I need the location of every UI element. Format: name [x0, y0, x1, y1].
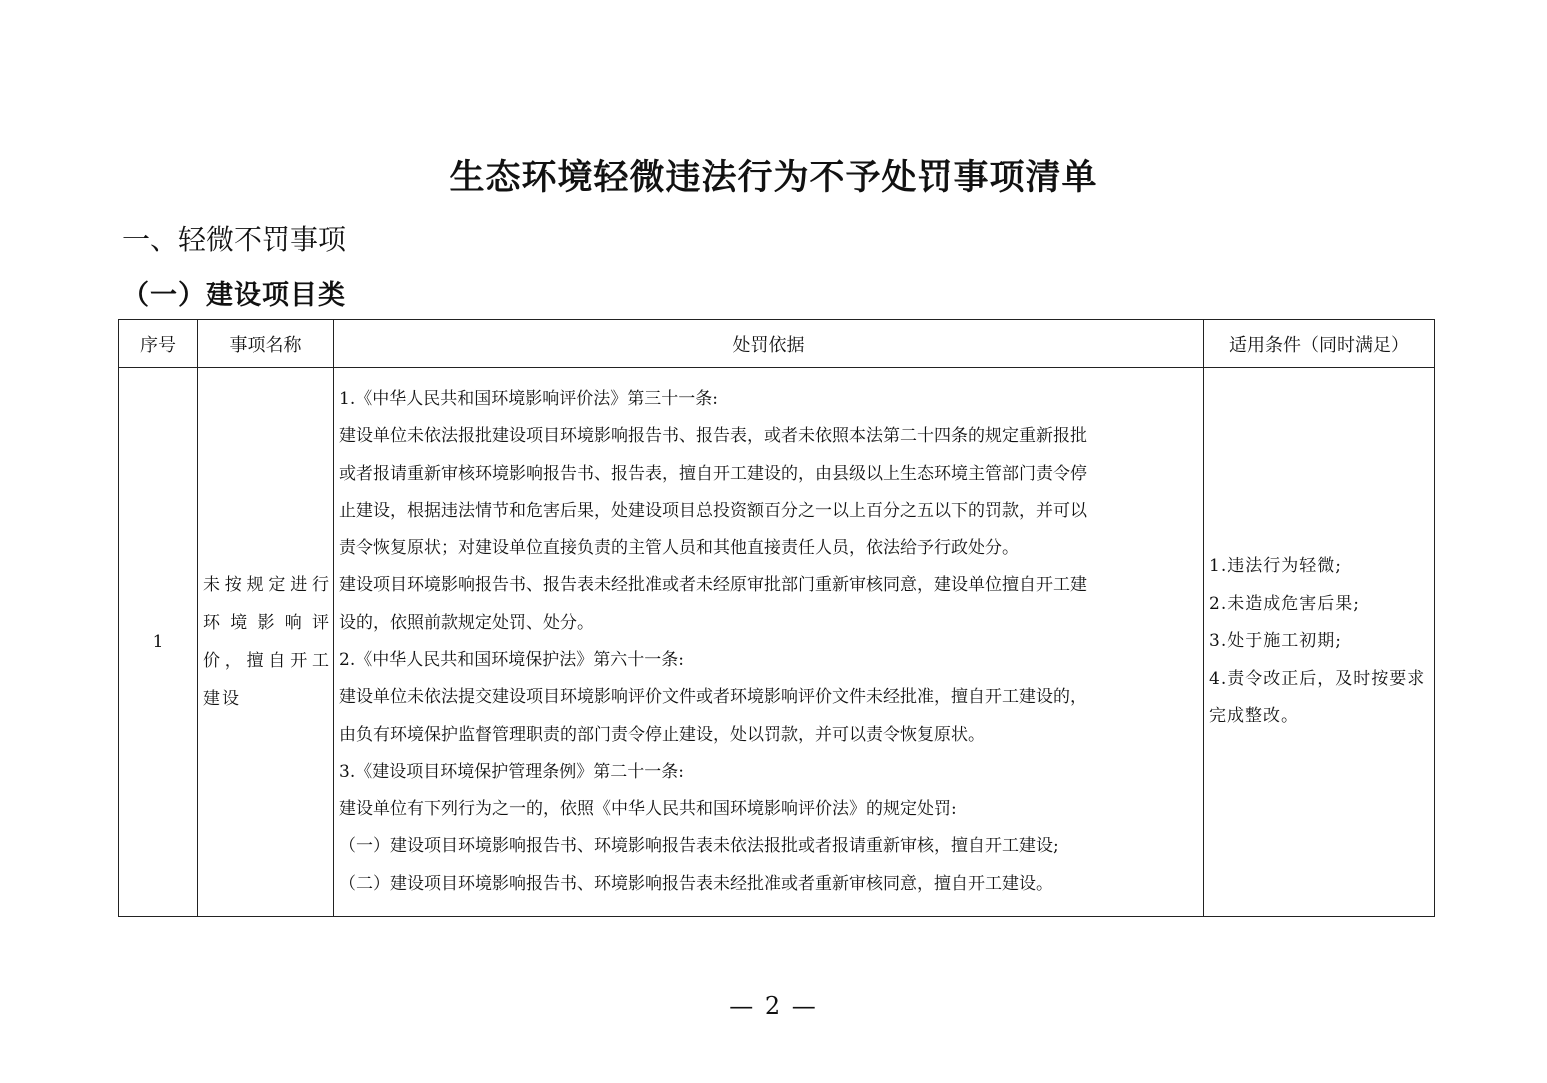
basis-line: 建设项目环境影响报告书、报告表未经批准或者未经原审批部门重新审核同意，建设单位擅自开工建 — [339, 575, 1087, 596]
column-header-name: 事项名称 — [198, 320, 334, 368]
column-header-basis: 处罚依据 — [334, 320, 1204, 368]
page-number: — 2 — — [729, 992, 818, 1020]
penalty-items-table — [118, 319, 1435, 917]
basis-line: 建设单位未依法报批建设项目环境影响报告书、报告表，或者未依照本法第二十四条的规定重新报批 — [339, 426, 1087, 447]
table-header-row — [119, 320, 1435, 368]
basis-line: 由负有环境保护监督管理职责的部门责令停止建设，处以罚款，并可以责令恢复原状。 — [339, 724, 985, 745]
basis-line: 设的，依照前款规定处罚、处分。 — [339, 612, 594, 633]
basis-line: （一）建设项目环境影响报告书、环境影响报告表未依法报批或者报请重新审核，擅自开工建设; — [339, 836, 1059, 857]
subsection-heading: （一）建设项目类 — [122, 280, 346, 311]
table-row — [119, 368, 1435, 917]
basis-line: 或者报请重新审核环境影响报告书、报告表，擅自开工建设的，由县级以上生态环境主管部门责令停 — [339, 463, 1087, 484]
row-index: 1 — [119, 368, 198, 917]
section-heading: 一、轻微不罚事项 — [122, 223, 347, 256]
condition-item: 1.违法行为轻微; — [1209, 556, 1342, 577]
applicable-conditions — [1204, 368, 1435, 917]
condition-item: 2.未造成危害后果; — [1209, 593, 1360, 614]
basis-line: 建设单位未依法提交建设项目环境影响评价文件或者环境影响评价文件未经批准，擅自开工建设的， — [339, 687, 1087, 708]
column-header-index: 序号 — [119, 320, 198, 368]
column-header-conditions: 适用条件（同时满足） — [1204, 320, 1435, 368]
condition-item: 3.处于施工初期; — [1209, 631, 1342, 652]
basis-line: （二）建设项目环境影响报告书、环境影响报告表未经批准或者重新审核同意，擅自开工建设。 — [339, 873, 1053, 894]
basis-line: 止建设，根据违法情节和危害后果，处建设项目总投资额百分之一以上百分之五以下的罚款，并可以 — [339, 500, 1087, 521]
basis-line: 1.《中华人民共和国环境影响评价法》第三十一条: — [339, 388, 718, 409]
condition-item: 4.责令改正后，及时按要求完成整改。 — [1209, 668, 1426, 727]
item-name: 未按规定进行环境影响评价，擅自开工建设 — [198, 368, 334, 917]
basis-line: 3.《建设项目环境保护管理条例》第二十一条: — [339, 761, 684, 782]
document-title: 生态环境轻微违法行为不予处罚事项清单 — [449, 158, 1098, 198]
basis-line: 2.《中华人民共和国环境保护法》第六十一条: — [339, 650, 684, 670]
basis-line: 责令恢复原状；对建设单位直接负责的主管人员和其他直接责任人员，依法给予行政处分。 — [339, 538, 1019, 559]
basis-line: 建设单位有下列行为之一的，依照《中华人民共和国环境影响评价法》的规定处罚: — [339, 799, 957, 820]
penalty-basis — [334, 368, 1204, 917]
